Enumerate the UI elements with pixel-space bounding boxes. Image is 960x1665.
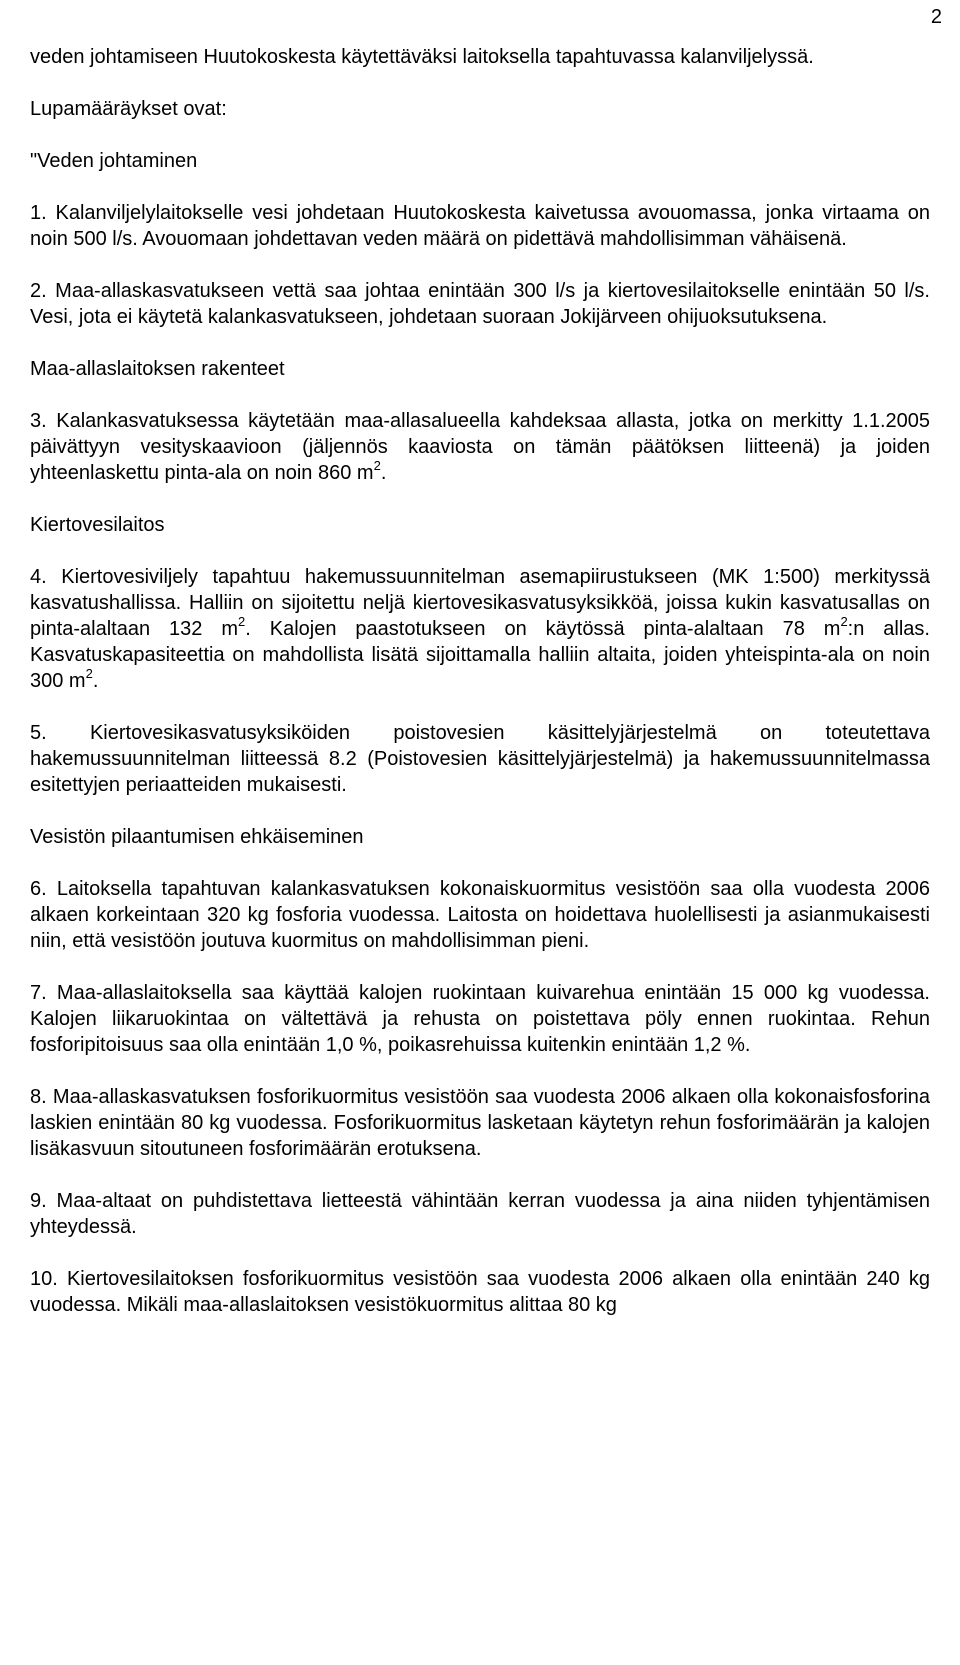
paragraph-item-7: 7. Maa-allaslaitoksella saa käyttää kalojen ruokintaan kuivarehua enintään 15 000 kg vuodessa. Kalojen liikaruokintaa on vältettävä ja rehusta on poistettava pöly ennen ruokintaa. Rehun fosforipitoisuus saa olla enintään 1,0 %, poikasrehuissa kuitenkin enintään 1,2 %.: [30, 982, 930, 1056]
page-number: 2: [930, 6, 942, 28]
superscript: 2: [840, 614, 848, 630]
paragraph-item-3-end: .: [380, 462, 387, 484]
paragraph-item-3: [30, 408, 930, 486]
paragraph-item-4: [30, 564, 930, 694]
heading-maa-allaslaitoksen-rakenteet: Maa-allaslaitoksen rakenteet: [30, 358, 285, 380]
paragraph-item-10: 10. Kiertovesilaitoksen fosforikuormitus vesistöön saa vuodesta 2006 alkaen olla enintään 240 kg vuodessa. Mikäli maa-allaslaitoksen vesistökuormitus alittaa 80 kg: [30, 1268, 930, 1316]
superscript: 2: [238, 614, 246, 630]
paragraph-intro: veden johtamiseen Huutokoskesta käytettäväksi laitoksella tapahtuvassa kalanviljelyssä.: [30, 46, 814, 68]
paragraph-item-8: 8. Maa-allaskasvatuksen fosforikuormitus vesistöön saa vuodesta 2006 alkaen olla kokonaisfosforina laskien enintään 80 kg vuodessa. Fosforikuormitus lasketaan käytetyn rehun fosforimäärän ja kalojen lisäkasvuun sitoutuneen fosforimäärän erotuksena.: [30, 1086, 930, 1160]
paragraph-item-2: 2. Maa-allaskasvatukseen vettä saa johtaa enintään 300 l/s ja kiertovesilaitokselle enintään 50 l/s. Vesi, jota ei käytetä kalankasvatukseen, johdetaan suoraan Jokijärveen ohijuoksutuksena.: [30, 280, 930, 328]
paragraph-item-3-text: 3. Kalankasvatuksessa käytetään maa-allasalueella kahdeksaa allasta, jotka on merkitty 1.1.2005 päivättyyn vesityskaavioon (jäljennös kaaviosta on tämän päätöksen liitteenä) ja joiden yhteenlaskettu pinta-ala on noin 860 m: [30, 410, 930, 484]
paragraph-item-6: 6. Laitoksella tapahtuvan kalankasvatuksen kokonaiskuormitus vesistöön saa olla vuodesta 2006 alkaen korkeintaan 320 kg fosforia vuodessa. Laitosta on hoidettava huolellisesti ja asianmukaisesti niin, että vesistöön joutuva kuormitus on mahdollisimman pieni.: [30, 878, 930, 952]
paragraph-item-4-text-b: . Kalojen paastotukseen on käytössä pinta-alaltaan 78 m: [245, 618, 841, 640]
heading-lupamaaraykset: Lupamääräykset ovat:: [30, 98, 227, 120]
heading-vesiston-pilaantumisen-ehkaiseminen: Vesistön pilaantumisen ehkäiseminen: [30, 826, 364, 848]
paragraph-item-9: 9. Maa-altaat on puhdistettava lietteestä vähintään kerran vuodessa ja aina niiden tyhjentämisen yhteydessä.: [30, 1190, 930, 1238]
paragraph-item-1: 1. Kalanviljelylaitokselle vesi johdetaan Huutokoskesta kaivetussa avouomassa, jonka virtaama on noin 500 l/s. Avouomaan johdettavan veden määrä on pidettävä mahdollisimman vähäisenä.: [30, 202, 930, 250]
superscript: 2: [85, 666, 93, 682]
paragraph-item-5: 5. Kiertovesikasvatusyksiköiden poistovesien käsittelyjärjestelmä on toteutettava hakemussuunnitelman liitteessä 8.2 (Poistovesien käsittelyjärjestelmä) ja hakemussuunnitelmassa esitettyjen periaatteiden mukaisesti.: [30, 722, 930, 796]
paragraph-item-4-text-c: :n allas. Kasvatuskapasiteettia on mahdollista lisätä sijoittamalla halliin altaita, joiden yhteispinta-ala on noin 300 m: [30, 618, 930, 692]
document-body: [30, 44, 930, 1344]
heading-kiertovesilaitos: Kiertovesilaitos: [30, 514, 165, 536]
paragraph-item-4-text-a: 4. Kiertovesiviljely tapahtuu hakemussuunnitelman asemapiirustukseen (MK 1:500) merkityssä kasvatushallissa. Halliin on sijoitettu neljä kiertovesikasvatusyksikköä, joissa kukin kasvatusallas on pinta-alaltaan 132 m: [30, 566, 930, 640]
superscript: 2: [373, 458, 381, 474]
heading-veden-johtaminen: "Veden johtaminen: [30, 150, 198, 172]
paragraph-item-4-end: .: [92, 670, 99, 692]
